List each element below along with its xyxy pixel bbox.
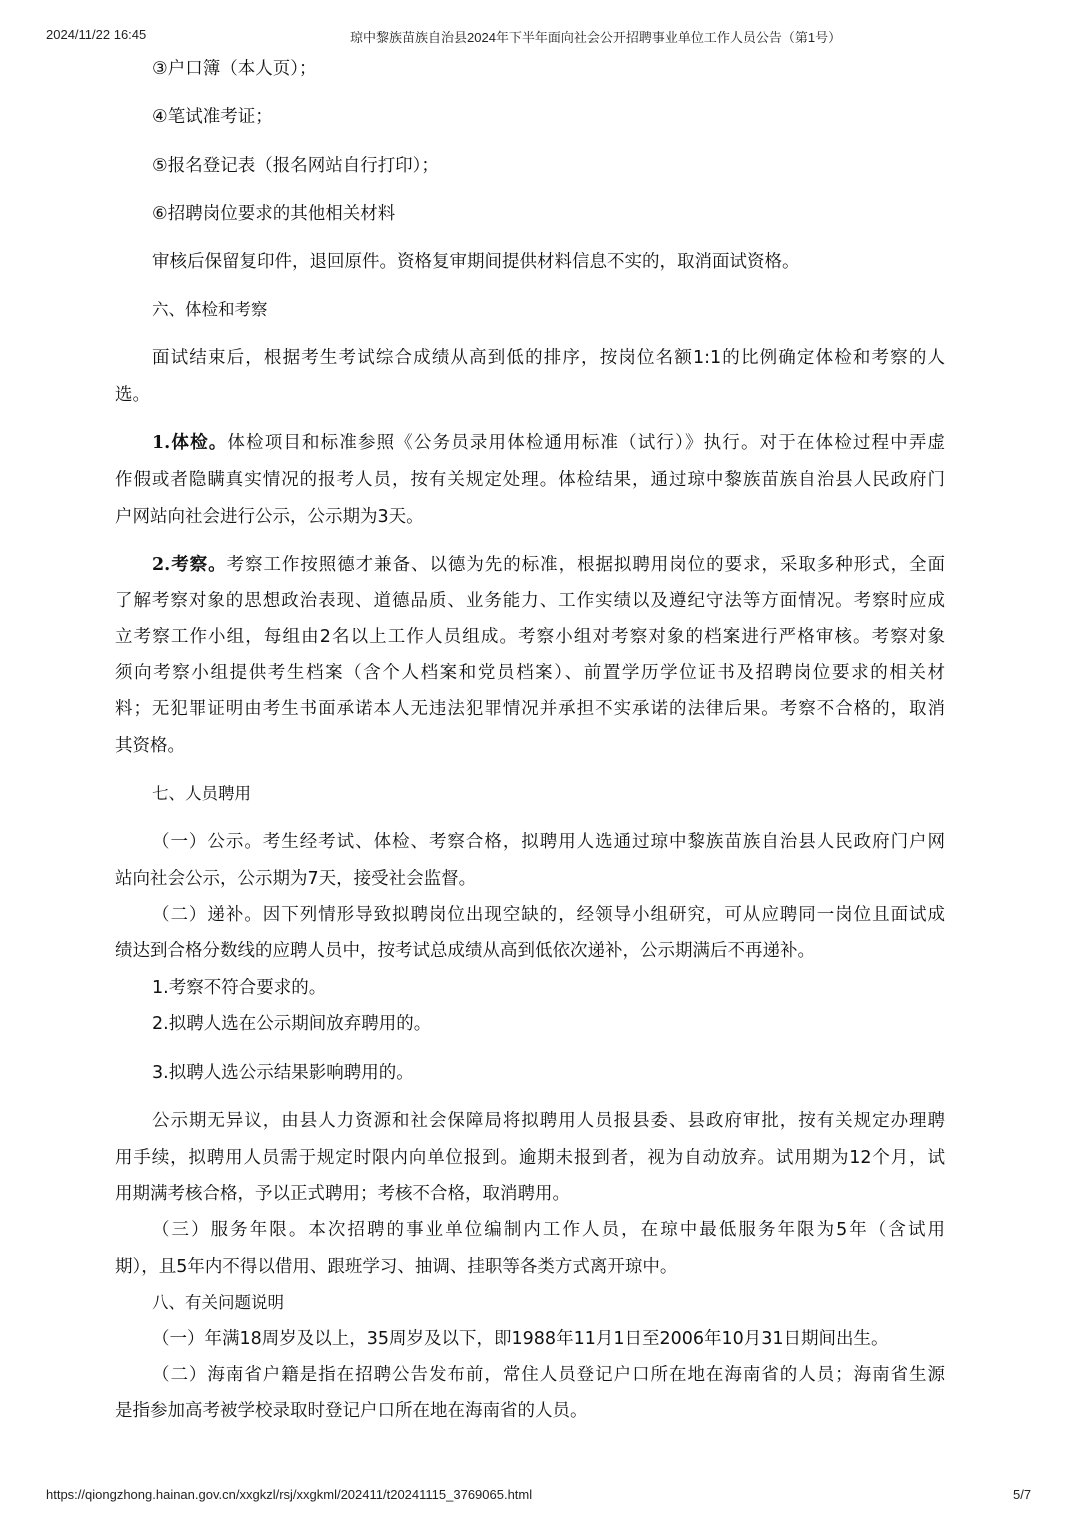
paragraph-line: 1.体检。体检项目和标准参照《公务员录用体检通用标准（试行）》执行。对于在体检过程中弄虚 — [152, 433, 945, 453]
paragraph-line: 是指参加高考被学校录取时登记户口所在地在海南省的人员。 — [115, 1401, 588, 1421]
paragraph-line: 料；无犯罪证明由考生书面承诺本人无违法犯罪情况并承担不实承诺的法律后果。考察不合格的，取消 — [115, 699, 945, 719]
paragraph-line: （一）公示。考生经考试、体检、考察合格，拟聘用人选通过琼中黎族苗族自治县人民政府门户网 — [152, 832, 945, 852]
paragraph-line: 作假或者隐瞒真实情况的报考人员，按有关规定处理。体检结果，通过琼中黎族苗族自治县人民政府门 — [115, 470, 945, 490]
paragraph-line: （三）服务年限。本次招聘的事业单位编制内工作人员，在琼中最低服务年限为5年（含试用 — [152, 1220, 945, 1240]
page-number: 5/7 — [1013, 1487, 1032, 1502]
section-heading: 八、有关问题说明 — [152, 1293, 284, 1312]
paragraph-line: 期），且5年内不得以借用、跟班学习、抽调、挂职等各类方式离开琼中。 — [115, 1257, 678, 1277]
paragraph-line: 其资格。 — [115, 736, 185, 756]
print-datetime: 2024/11/22 16:45 — [46, 27, 147, 42]
list-item: 3.拟聘人选公示结果影响聘用的。 — [152, 1063, 414, 1083]
paragraph-line: 用手续，拟聘用人员需于规定时限内向单位报到。逾期未报到者，视为自动放弃。试用期为12个月，试 — [115, 1148, 945, 1168]
section-heading: 六、体检和考察 — [152, 300, 268, 319]
paragraph-line: 公示期无异议，由县人力资源和社会保障局将拟聘用人员报县委、县政府审批，按有关规定办理聘 — [152, 1111, 945, 1131]
paragraph-line: 立考察工作小组，每组由2名以上工作人员组成。考察小组对考察对象的档案进行严格审核。考察对象 — [115, 627, 945, 647]
paragraph-line: 用期满考核合格，予以正式聘用；考核不合格，取消聘用。 — [115, 1184, 570, 1204]
paragraph-line: 面试结束后，根据考生考试综合成绩从高到低的排序，按岗位名额1:1的比例确定体检和考察的人 — [152, 348, 945, 368]
page-title: 琼中黎族苗族自治县2024年下半年面向社会公开招聘事业单位工作人员公告（第1号） — [350, 30, 842, 45]
paragraph-line: 绩达到合格分数线的应聘人员中，按考试总成绩从高到低依次递补，公示期满后不再递补。 — [115, 941, 815, 961]
material-item: ⑤报名登记表（报名网站自行打印）； — [152, 156, 439, 176]
bold-label: 1.体检。 — [152, 433, 228, 453]
material-item: ③户口簿（本人页）； — [152, 59, 317, 79]
paragraph-line: 须向考察小组提供考生档案（含个人档案和党员档案）、前置学历学位证书及招聘岗位要求的相关材 — [115, 663, 945, 683]
list-item: 2.拟聘人选在公示期间放弃聘用的。 — [152, 1014, 432, 1034]
paragraph-line: 站向社会公示，公示期为7天，接受社会监督。 — [115, 869, 477, 889]
paragraph-line: 选。 — [115, 385, 150, 405]
material-item: ⑥招聘岗位要求的其他相关材料 — [152, 204, 396, 224]
section-heading: 七、人员聘用 — [152, 784, 251, 803]
paragraph-line: （一）年满18周岁及以上，35周岁及以下，即1988年11月1日至2006年10月31日期间出生。 — [152, 1329, 889, 1349]
paragraph: 审核后保留复印件，退回原件。资格复审期间提供材料信息不实的，取消面试资格。 — [152, 252, 800, 272]
page-url: https://qiongzhong.hainan.gov.cn/xxgkzl/rsj/xxgkml/202411/t20241115_3769065.html — [46, 1487, 533, 1502]
material-item: ④笔试准考证； — [152, 107, 273, 127]
list-item: 1.考察不符合要求的。 — [152, 978, 327, 998]
bold-label: 2.考察。 — [152, 555, 227, 575]
paragraph-line: （二）递补。因下列情形导致拟聘岗位出现空缺的，经领导小组研究，可从应聘同一岗位且面试成 — [152, 905, 945, 925]
paragraph-line: 2.考察。考察工作按照德才兼备、以德为先的标准，根据拟聘用岗位的要求，采取多种形式，全面 — [152, 555, 945, 575]
paragraph-line: 了解考察对象的思想政治表现、道德品质、业务能力、工作实绩以及遵纪守法等方面情况。考察时应成 — [115, 591, 945, 611]
paragraph-line: （二）海南省户籍是指在招聘公告发布前，常住人员登记户口所在地在海南省的人员；海南省生源 — [152, 1365, 945, 1385]
paragraph-line: 户网站向社会进行公示，公示期为3天。 — [115, 507, 424, 527]
